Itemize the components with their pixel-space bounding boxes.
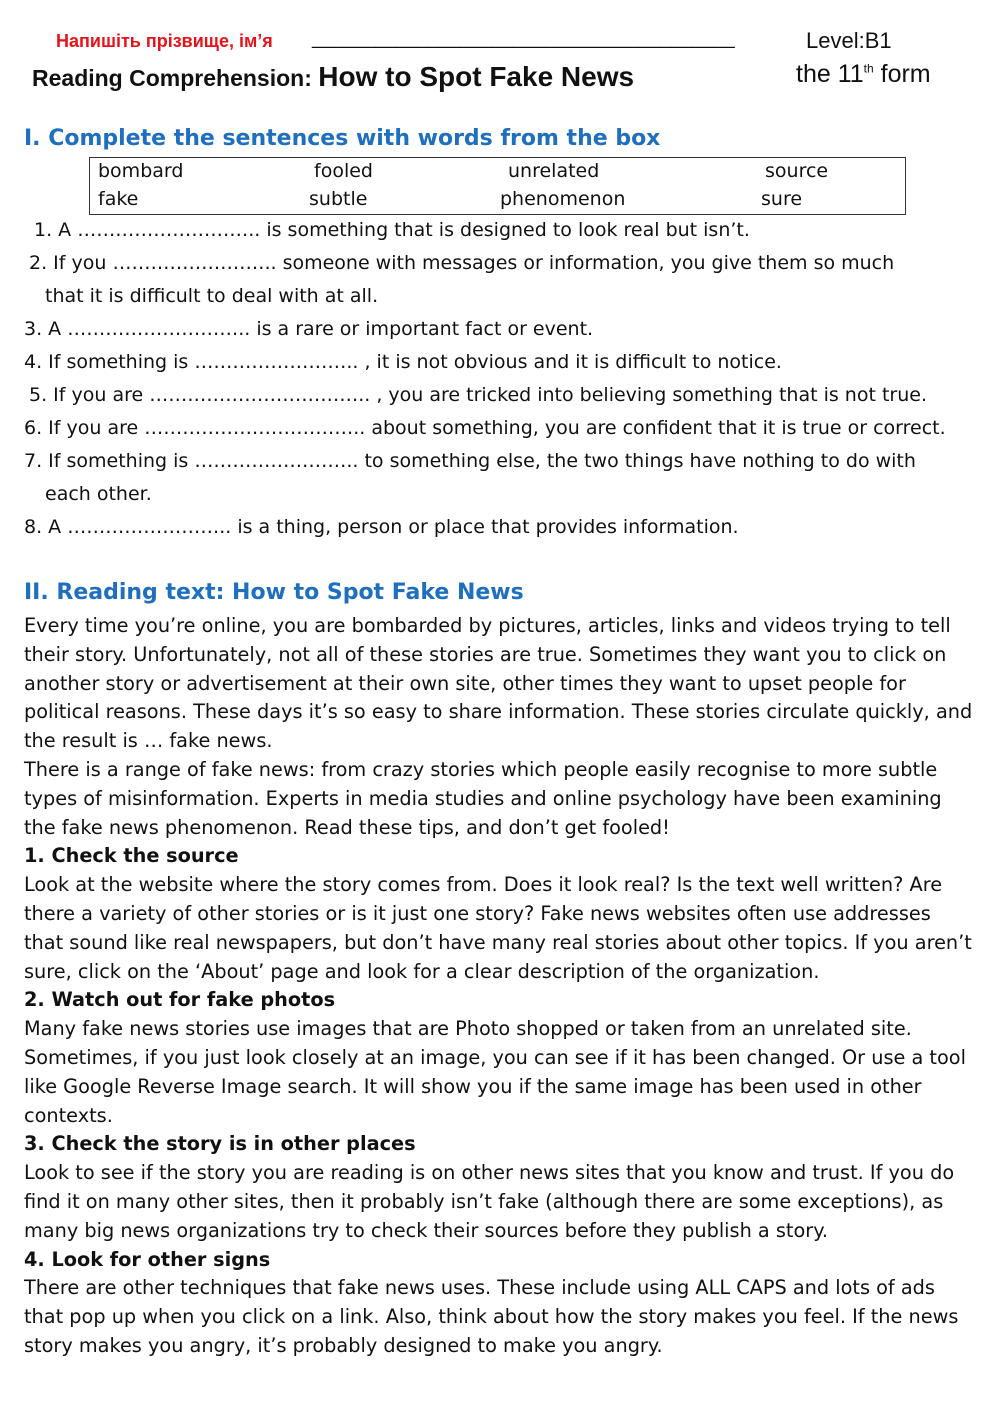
tip-1-title: 1. Check the source — [24, 844, 239, 868]
word-sure: sure — [761, 188, 803, 210]
sentence-1: 1. A ……………………….. is something that is designed to look real but isn’t. — [34, 219, 750, 241]
word-fake: fake — [98, 188, 139, 210]
tip-2-title: 2. Watch out for fake photos — [24, 988, 336, 1012]
sentence-3: 3. A ……………………….. is a rare or important fact or event. — [24, 318, 594, 340]
word-subtle: subtle — [309, 188, 368, 210]
word-phenomenon: phenomenon — [500, 188, 626, 210]
word-source: source — [765, 160, 829, 182]
sentence-4: 4. If something is …………………….. , it is not obvious and it is difficult to notice. — [24, 351, 782, 373]
sentence-2-cont: that it is difficult to deal with at all. — [45, 285, 379, 307]
form-suffix: form — [873, 60, 931, 88]
section1-heading: I. Complete the sentences with words from the box — [24, 126, 661, 151]
sentence-5: 5. If you are …………………………….. , you are tricked into believing something that is not true. — [29, 384, 927, 406]
name-blank-line[interactable]: ________________________________________ — [312, 28, 735, 49]
name-prompt: Напишіть прізвище, ім’я — [56, 31, 273, 51]
tip-4-body: There are other techniques that fake news uses. These include using ALL CAPS and lots of ads that pop up when you click on a link. Also, think about how the story makes you feel. If the news story makes you angry, it’s probably designed to make you angry. — [24, 1276, 959, 1357]
title-prefix: Reading Comprehension: — [32, 65, 312, 91]
form-sup: th — [863, 61, 874, 76]
title-main: How to Spot Fake News — [318, 61, 635, 92]
page-title — [32, 61, 634, 93]
sentence-7-cont: each other. — [45, 483, 152, 505]
word-unrelated: unrelated — [508, 160, 600, 182]
word-bombard: bombard — [98, 160, 184, 182]
tip-4-title: 4. Look for other signs — [24, 1247, 271, 1271]
tip-2-body: Many fake news stories use images that are Photo shopped or taken from an unrelated site. Sometimes, if you just look closely at an image, you can see if it has been changed. Or use a tool like Google Reverse Image search. It will show you if the same image has been used in other contexts. — [24, 1017, 966, 1127]
form-label — [796, 60, 931, 89]
sentence-2: 2. If you …………………….. someone with messages or information, you give them so much — [29, 252, 895, 274]
sentence-7: 7. If something is …………………….. to something else, the two things have nothing to do with — [24, 450, 916, 472]
tip-3-title: 3. Check the story is in other places — [24, 1132, 416, 1156]
section2-heading: II. Reading text: How to Spot Fake News — [24, 580, 524, 605]
word-box — [89, 157, 906, 215]
tip-1-body: Look at the website where the story comes from. Does it look real? Is the text well written? Are there a variety of other stories or is it just one story? Fake news websites often use addresses that sound like real newspapers, but don’t have many real stories about other topics. If you aren’t sure, click on the ‘About’ page and look for a clear description of the organization. — [24, 873, 972, 983]
tip-3-body: Look to see if the story you are reading is on other news sites that you know and trust. If you do find it on many other sites, then it probably isn’t fake (although there are some exceptions), as many big news organizations try to check their sources before they publish a story. — [24, 1161, 955, 1242]
intro-paragraph-1: Every time you’re online, you are bombarded by pictures, articles, links and videos trying to tell their story. Unfortunately, not all of these stories are true. Sometimes they want you to click on another story or advertisement at their own site, other times they want to upset people for political reasons. These days it’s so easy to share information. These stories circulate quickly, and the result is … fake news. — [24, 614, 973, 753]
intro-paragraph-2: There is a range of fake news: from crazy stories which people easily recognise to more subtle types of misinformation. Experts in media studies and online psychology have been examining the fake news phenomenon. Read these tips, and don’t get fooled! — [24, 757, 942, 839]
reading-text — [24, 612, 974, 1361]
word-fooled: fooled — [314, 160, 373, 182]
level-label: Level:B1 — [806, 28, 892, 53]
form-prefix: the 11 — [796, 60, 864, 88]
sentence-8: 8. A …………………….. is a thing, person or place that provides information. — [24, 516, 739, 538]
sentence-6: 6. If you are …………………………….. about something, you are confident that it is true or correct. — [24, 417, 946, 439]
